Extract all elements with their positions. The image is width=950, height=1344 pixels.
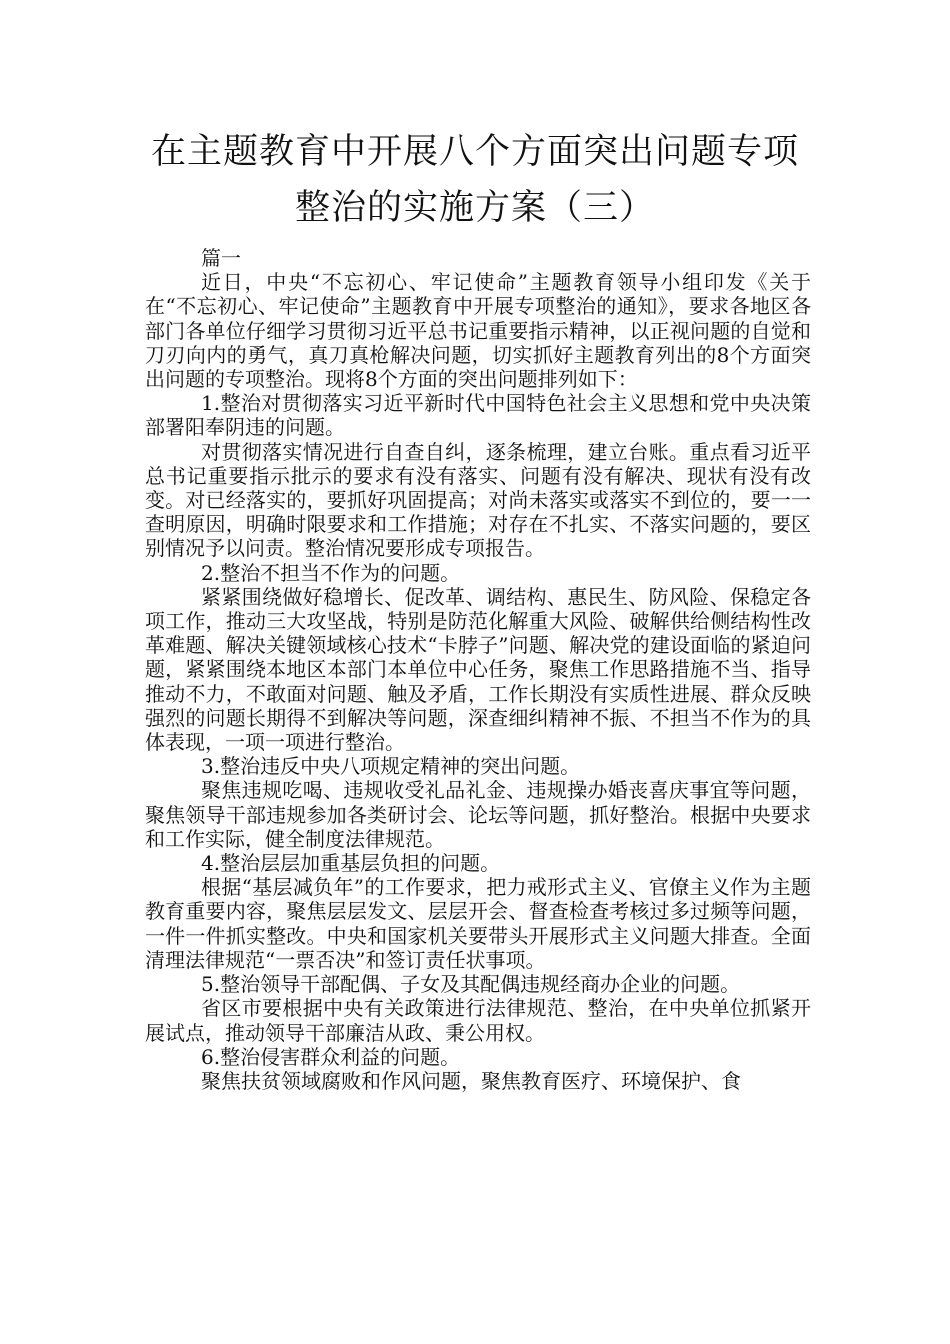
title-line-1: 在主题教育中开展八个方面突出问题专项 [150, 132, 799, 172]
paragraph: 省区市要根据中央有关政策进行法律规范、整治，在中央单位抓紧开展试点，推动领导干部廉洁从政、秉公用权。 [145, 996, 811, 1045]
section-label: 篇一 [201, 246, 241, 270]
item-heading: 3.整治违反中央八项规定精神的突出问题。 [201, 754, 581, 779]
paragraph: 近日，中央“不忘初心、牢记使命”主题教育领导小组印发《关于在“不忘初心、牢记使命”主题教育中开展专项整治的通知》，要求各地区各部门各单位仔细学习贯彻习近平总书记重要指示精神，以正视问题的自觉和刀刃向内的勇气，真刀真枪解决问题，切实抓好主题教育列出的8个方面突出问题的专项整治。现将8个方面的突出问题排列如下： [145, 270, 811, 392]
document-title [110, 124, 840, 236]
document-body [145, 246, 811, 1093]
paragraph: 紧紧围绕做好稳增长、促改革、调结构、惠民生、防风险、保稳定各项工作，推动三大攻坚战，特别是防范化解重大风险、破解供给侧结构性改革难题、解决关键领域核心技术“卡脖子”问题、解决党的建设面临的紧迫问题，紧紧围绕本地区本部门本单位中心任务，聚焦工作思路措施不当、指导推动不力，不敢面对问题、触及矛盾，工作长期没有实质性进展、群众反映强烈的问题长期得不到解决等问题，深查细纠精神不振、不担当不作为的具体表现，一项一项进行整治。 [145, 584, 811, 755]
item-heading: 5.整治领导干部配偶、子女及其配偶违规经商办企业的问题。 [201, 972, 741, 997]
paragraph: 聚焦扶贫领域腐败和作风问题，聚焦教育医疗、环境保护、食 [201, 1068, 741, 1093]
item-heading: 1.整治对贯彻落实习近平新时代中国特色社会主义思想和党中央决策部署阳奉阴违的问题。 [145, 391, 811, 440]
paragraph: 对贯彻落实情况进行自查自纠，逐条梳理，建立台账。重点看习近平总书记重要指示批示的要求有没有落实、问题有没有解决、现状有没有改变。对已经落实的，要抓好巩固提高；对尚未落实或落实不到位的，要一一查明原因，明确时限要求和工作措施；对存在不扎实、不落实问题的，要区别情况予以问责。整治情况要形成专项报告。 [145, 439, 811, 561]
paragraph: 聚焦违规吃喝、违规收受礼品礼金、违规操办婚丧喜庆事宜等问题，聚焦领导干部违规参加各类研讨会、论坛等问题，抓好整治。根据中央要求和工作实际，健全制度法律规范。 [145, 778, 811, 851]
item-heading: 4.整治层层加重基层负担的问题。 [201, 851, 501, 876]
title-line-2: 整治的实施方案（三） [294, 188, 655, 228]
paragraph: 根据“基层减负年”的工作要求，把力戒形式主义、官僚主义作为主题教育重要内容，聚焦层层发文、层层开会、督查检查考核过多过频等问题，一件一件抓实整改。中央和国家机关要带头开展形式主义问题大排查。全面清理法律规范“一票否决”和签订责任状事项。 [145, 875, 811, 972]
item-heading: 6.整治侵害群众利益的问题。 [201, 1044, 461, 1069]
item-heading: 2.整治不担当不作为的问题。 [201, 560, 461, 585]
